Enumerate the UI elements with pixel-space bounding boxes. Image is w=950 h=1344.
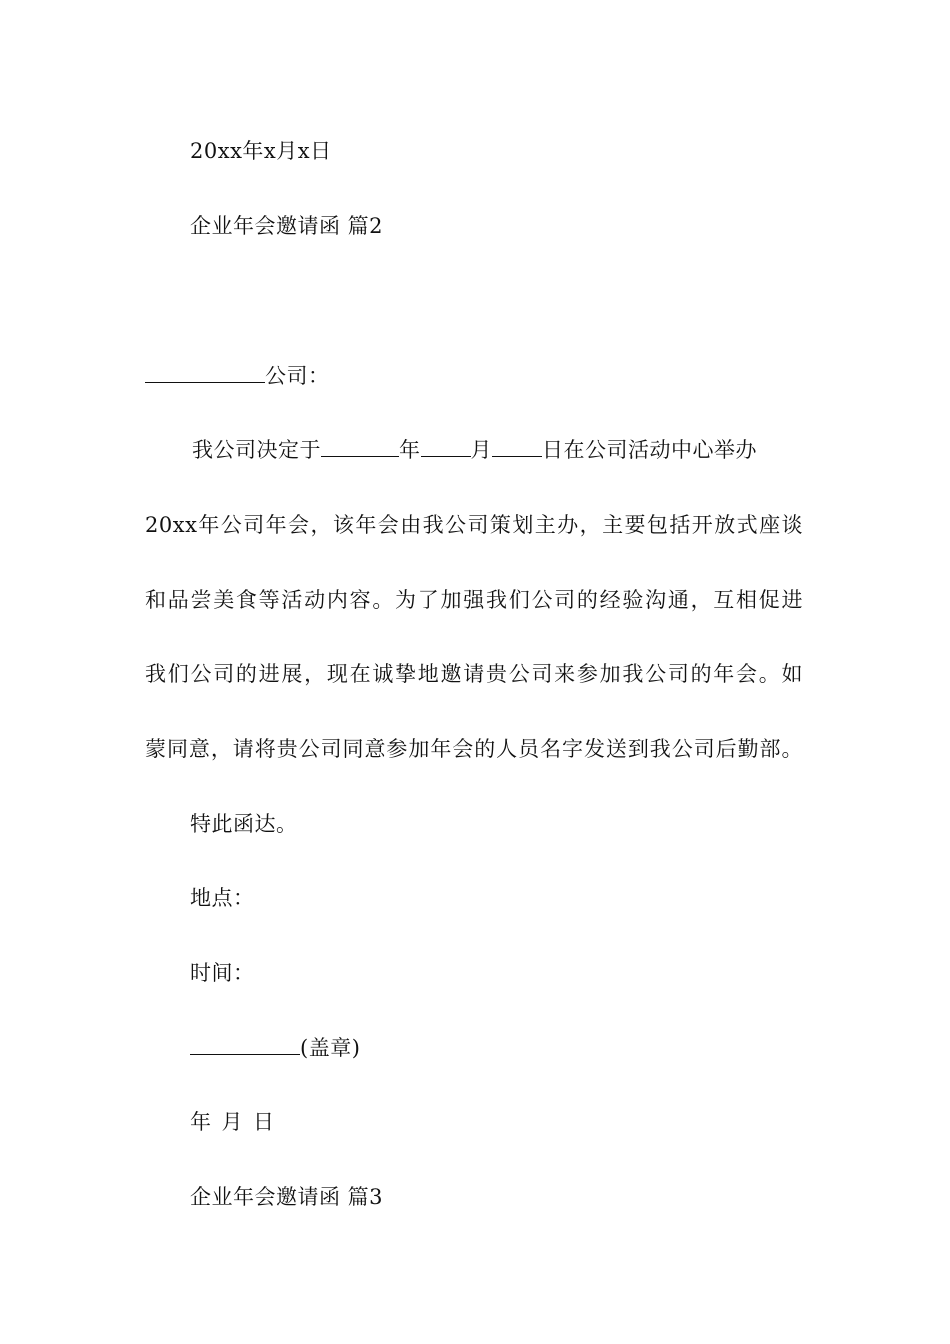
para1-month-label: 月: [470, 438, 492, 462]
para1-line1: [192, 436, 804, 464]
day-blank: [492, 436, 542, 457]
para1-line2: 20xx年公司年会，该年会由我公司策划主办，主要包括开放式座谈: [145, 513, 803, 537]
date-blank-line: [190, 1108, 860, 1136]
section-3-title: 企业年会邀请函 篇3: [190, 1185, 384, 1209]
location-label: 地点：: [190, 886, 255, 910]
para1-line3: 和品尝美食等活动内容。为了加强我们公司的经验沟通，互相促进: [145, 588, 803, 612]
recipient-line: [145, 362, 815, 390]
date-line: 20xx年x月x日: [190, 139, 332, 163]
closing-line: 特此函达。: [190, 812, 298, 836]
year-blank: [321, 436, 399, 457]
para1-line1-prefix: 我公司决定于: [192, 438, 321, 462]
seal-line: [190, 1034, 860, 1062]
date-day-label: 日: [253, 1110, 275, 1134]
para1-line4: 我们公司的进展，现在诚挚地邀请贵公司来参加我公司的年会。如: [145, 662, 803, 686]
seal-label: (盖章): [300, 1036, 361, 1060]
month-blank: [421, 436, 471, 457]
para1-line5: 蒙同意，请将贵公司同意参加年会的人员名字发送到我公司后勤部。: [145, 737, 803, 761]
recipient-suffix: 公司：: [265, 364, 330, 388]
para1-year-label: 年: [399, 438, 421, 462]
section-2-title: 企业年会邀请函 篇2: [190, 214, 384, 238]
date-month-label: 月: [221, 1110, 243, 1134]
company-name-blank: [145, 362, 265, 383]
date-year-label: 年: [190, 1110, 212, 1134]
para1-line1-rest: 日在公司活动中心举办: [542, 438, 757, 462]
seal-blank: [190, 1034, 300, 1055]
time-label: 时间：: [190, 961, 255, 985]
